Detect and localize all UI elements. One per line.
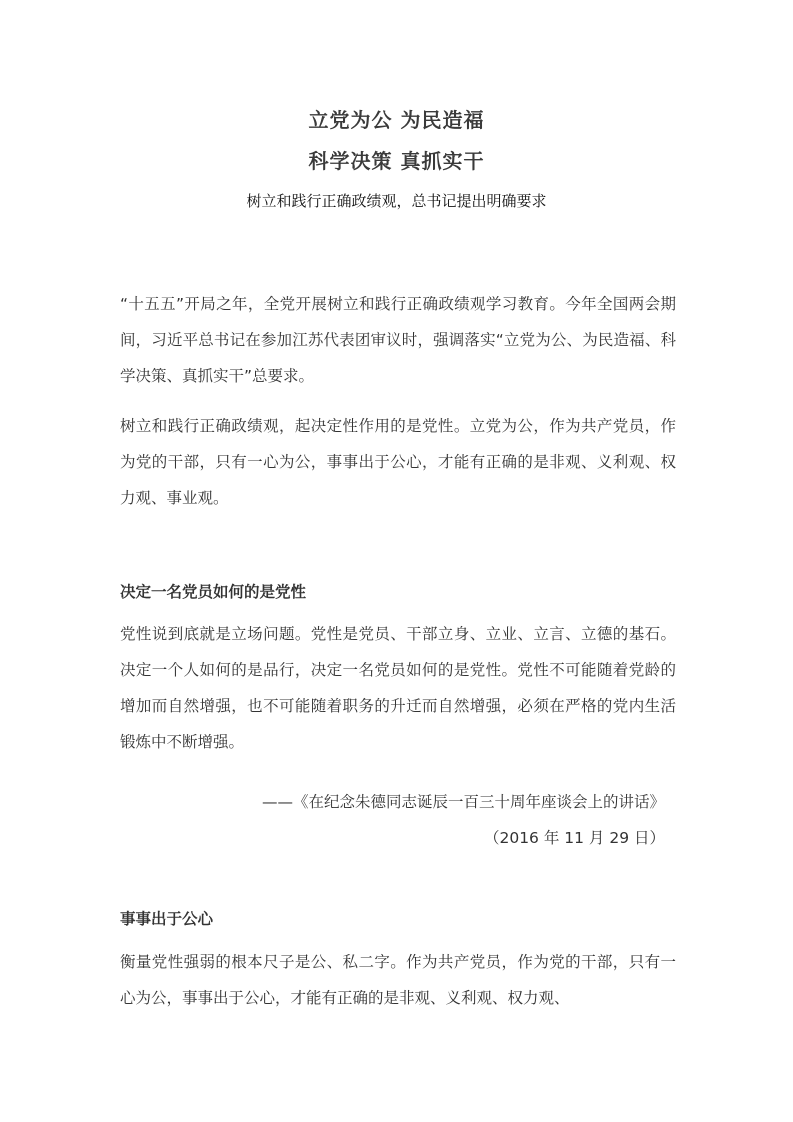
quote-source: ——《在纪念朱德同志诞辰一百三十周年座谈会上的讲话》 [261, 793, 665, 811]
section-heading-public-interest: 事事出于公心 [120, 910, 214, 928]
quote-date: （2016 年 11 月 29 日） [483, 829, 665, 847]
section-heading-party-spirit: 决定一名党员如何的是党性 [120, 583, 307, 601]
section1-body: 党性说到底就是立场问题。党性是党员、干部立身、立业、立言、立德的基石。决定一个人如何的是品行，决定一名党员如何的是党性。党性不可能随着党龄的增加而自然增强，也不可能随着职务的升迁而自然增强，必须在严格的党内生活锻炼中不断增强。 [120, 625, 676, 751]
intro-paragraph-2: 树立和践行正确政绩观，起决定性作用的是党性。立党为公，作为共产党员，作为党的干部，只有一心为公，事事出于公心，才能有正确的是非观、义利观、权力观、事业观。 [120, 417, 676, 507]
section2-body: 衡量党性强弱的根本尺子是公、私二字。作为共产党员，作为党的干部，只有一心为公，事事出于公心，才能有正确的是非观、义利观、权力观、 [120, 953, 676, 1007]
article-title-line2: 科学决策 真抓实干 [308, 149, 485, 173]
intro-paragraph-1: “十五五”开局之年，全党开展树立和践行正确政绩观学习教育。今年全国两会期间，习近平总书记在参加江苏代表团审议时，强调落实“立党为公、为民造福、科学决策、真抓实干”总要求。 [120, 295, 676, 385]
article-subtitle: 树立和践行正确政绩观，总书记提出明确要求 [246, 192, 547, 210]
article-title-line1: 立党为公 为民造福 [308, 108, 485, 132]
